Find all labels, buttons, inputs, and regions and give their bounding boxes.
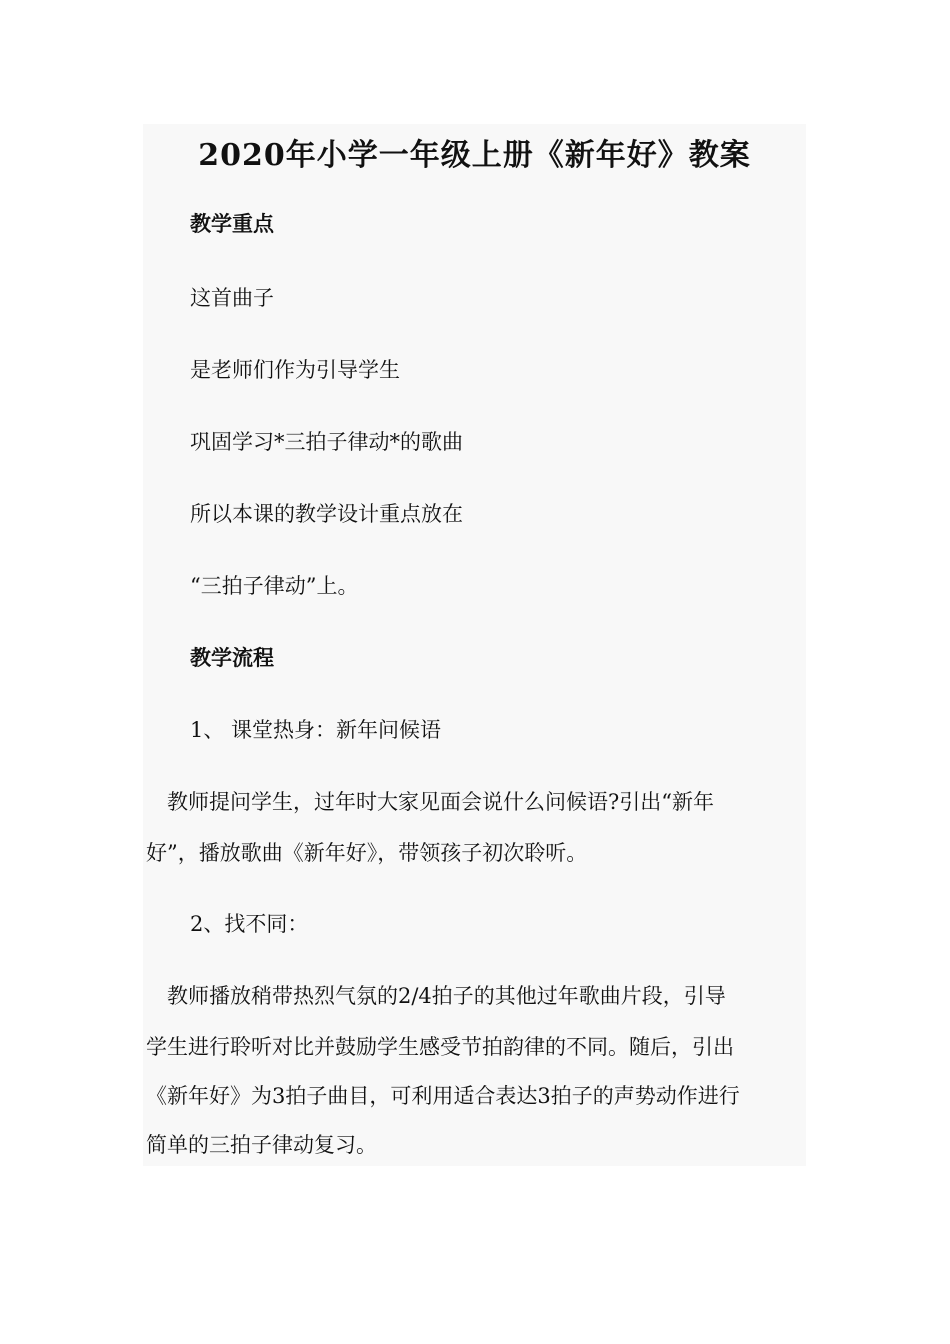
text-line: 这首曲子 — [190, 286, 274, 310]
document-title: 2020年小学一年级上册《新年好》教案 — [198, 138, 751, 173]
section-heading-key-points: 教学重点 — [190, 211, 274, 236]
text-line: “三拍子律动”上。 — [190, 574, 359, 598]
step-title: 2、找不同： — [190, 912, 309, 936]
section-heading-process: 教学流程 — [190, 645, 274, 670]
paragraph-line: 教师播放稍带热烈气氛的2/4拍子的其他过年歌曲片段，引导 — [146, 984, 726, 1008]
paragraph-line: 《新年好》为3拍子曲目，可利用适合表达3拍子的声势动作进行 — [146, 1084, 740, 1108]
paragraph-line: 学生进行聆听对比并鼓励学生感受节拍韵律的不同。随后，引出 — [146, 1035, 734, 1059]
text-line: 所以本课的教学设计重点放在 — [190, 502, 463, 526]
paragraph-line: 教师提问学生，过年时大家见面会说什么问候语?引出“新年 — [146, 790, 714, 814]
text-line: 是老师们作为引导学生 — [190, 358, 400, 382]
paragraph-line: 好”，播放歌曲《新年好》，带领孩子初次聆听。 — [146, 841, 588, 865]
step-title: 1、 课堂热身：新年问候语 — [190, 718, 442, 742]
paragraph-line: 简单的三拍子律动复习。 — [146, 1133, 377, 1157]
text-line: 巩固学习*三拍子律动*的歌曲 — [190, 430, 463, 454]
